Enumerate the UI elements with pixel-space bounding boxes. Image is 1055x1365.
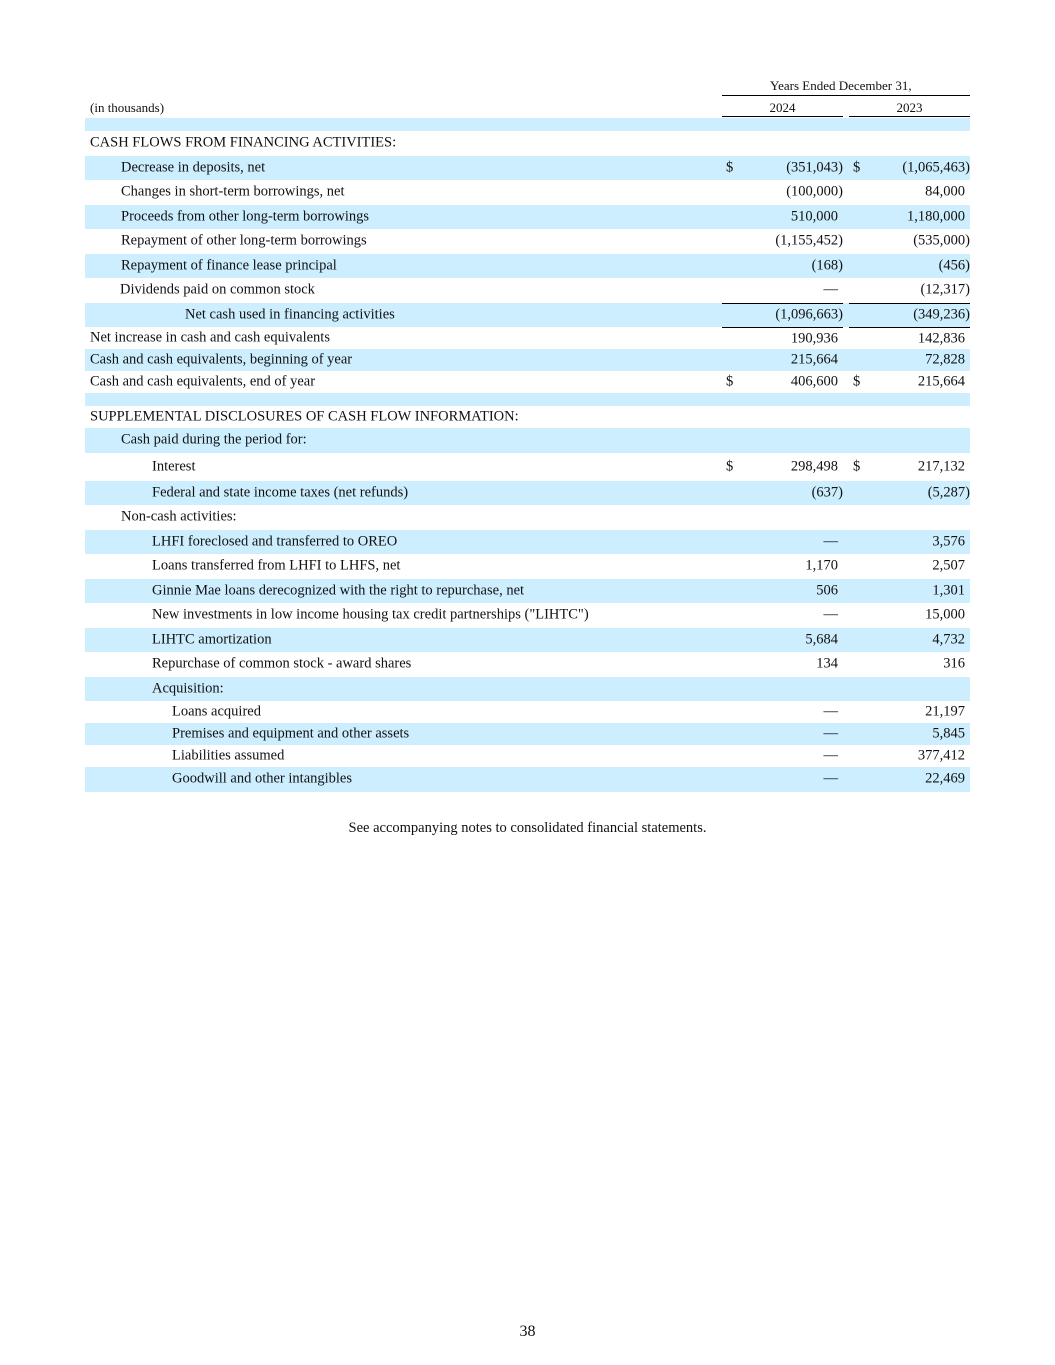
value-cell-2023 (849, 406, 970, 428)
table-row (85, 677, 970, 702)
amount: 1,170 (805, 557, 838, 574)
value-cell-2023 (849, 701, 970, 723)
row-label: Cash paid during the period for: (121, 431, 307, 448)
amount: 134 (816, 655, 838, 672)
value-cell-2023 (849, 156, 970, 181)
amount: 2,507 (932, 557, 965, 574)
amount: — (823, 725, 838, 742)
table-row (85, 603, 970, 628)
row-label: Interest (152, 458, 196, 474)
dollar-sign: $ (853, 373, 861, 390)
row-label: CASH FLOWS FROM FINANCING ACTIVITIES: (90, 134, 397, 151)
row-label: Cash and cash equivalents, beginning of year (90, 351, 353, 368)
amount: (12,317) (920, 281, 970, 298)
row-label: Loans transferred from LHFI to LHFS, net (152, 557, 401, 574)
value-cell-2023 (849, 229, 970, 254)
amount: 510,000 (790, 208, 838, 225)
row-label: Proceeds from other long-term borrowings (121, 208, 370, 225)
amount: 21,197 (925, 703, 965, 720)
row-label: Acquisition: (152, 680, 224, 697)
table-row (85, 349, 970, 371)
value-cell-2024 (722, 278, 843, 303)
value-cell-2024 (722, 579, 843, 604)
value-cell-2023 (849, 628, 970, 653)
amount: 217,132 (917, 458, 965, 474)
amount: (1,155,452) (775, 232, 843, 249)
year-2023-header: 2023 (896, 100, 923, 115)
amount: (1,065,463) (902, 159, 970, 176)
value-cell-2024 (722, 371, 843, 393)
table-row (85, 628, 970, 653)
row-label: Changes in short-term borrowings, net (121, 183, 345, 200)
amount: (349,236) (913, 306, 970, 323)
value-cell-2024 (722, 554, 843, 579)
row-label: Non-cash activities: (121, 508, 237, 525)
row-label: LIHTC amortization (152, 631, 272, 648)
header-rule-2024 (722, 116, 843, 117)
amount: 3,576 (932, 533, 965, 550)
row-label: Liabilities assumed (172, 747, 285, 764)
amount: 190,936 (790, 330, 838, 346)
amount: (100,000) (786, 183, 843, 200)
value-cell-2024 (722, 349, 843, 371)
table-row (85, 530, 970, 555)
amount: 72,828 (925, 351, 965, 368)
table-row (85, 229, 970, 254)
row-label: Ginnie Mae loans derecognized with the right to repurchase, net (152, 582, 525, 599)
table-row (85, 156, 970, 181)
amount: (5,287) (927, 484, 970, 501)
value-cell-2023 (849, 677, 970, 702)
amount: 506 (816, 582, 838, 599)
page-number: 38 (519, 1323, 536, 1340)
table-row (85, 554, 970, 579)
value-cell-2024 (722, 481, 843, 506)
value-cell-2024 (722, 131, 843, 156)
table-row (85, 745, 970, 767)
table-row (85, 767, 970, 792)
row-label: Dividends paid on common stock (120, 281, 315, 298)
amount: 142,836 (917, 330, 965, 346)
table-row (85, 453, 970, 481)
row-label: Net increase in cash and cash equivalents (90, 329, 330, 346)
amount: (637) (811, 484, 843, 501)
year-2024-header: 2024 (769, 100, 796, 115)
value-cell-2023 (849, 652, 970, 677)
dollar-sign: $ (853, 458, 861, 474)
value-cell-2023 (849, 180, 970, 205)
dollar-sign: $ (853, 159, 861, 176)
row-label: Premises and equipment and other assets (172, 725, 410, 742)
value-cell-2024 (722, 327, 843, 349)
amount: 1,180,000 (907, 208, 965, 225)
row-label: LHFI foreclosed and transferred to OREO (152, 533, 398, 550)
value-cell-2024 (722, 303, 843, 328)
amount: (168) (811, 257, 843, 274)
value-cell-2023 (849, 481, 970, 506)
table-row (85, 303, 970, 328)
value-cell-2024 (722, 180, 843, 205)
table-row (85, 254, 970, 279)
value-cell-2023 (849, 349, 970, 371)
value-cell-2024 (722, 156, 843, 181)
table-row (85, 701, 970, 723)
value-cell-2023 (849, 371, 970, 393)
row-label: New investments in low income housing tax credit partnerships ("LIHTC") (152, 606, 589, 623)
row-label: SUPPLEMENTAL DISCLOSURES OF CASH FLOW INFORMATION: (90, 408, 519, 425)
amount: 215,664 (917, 373, 965, 390)
table-row (85, 205, 970, 230)
value-cell-2024 (722, 701, 843, 723)
value-cell-2023 (849, 278, 970, 303)
value-cell-2024 (722, 745, 843, 767)
row-label: Federal and state income taxes (net refunds) (152, 484, 409, 501)
value-cell-2024 (722, 505, 843, 530)
value-cell-2024 (722, 406, 843, 428)
amount: (456) (938, 257, 970, 274)
table-row (85, 131, 970, 156)
value-cell-2024 (722, 453, 843, 481)
amount: (1,096,663) (775, 306, 843, 323)
value-cell-2024 (722, 205, 843, 230)
amount: 316 (943, 655, 965, 672)
amount: 15,000 (925, 606, 965, 623)
row-label: Net cash used in financing activities (185, 306, 395, 323)
value-cell-2023 (849, 303, 970, 328)
amount: — (823, 770, 838, 787)
value-cell-2024 (722, 723, 843, 745)
value-cell-2023 (849, 579, 970, 604)
dollar-sign: $ (726, 458, 734, 474)
value-cell-2024 (722, 254, 843, 279)
spacer-row (85, 118, 970, 131)
amount: — (823, 281, 838, 298)
table-row (85, 278, 970, 303)
amount: 406,600 (790, 373, 838, 390)
amount: — (823, 747, 838, 764)
table-row (85, 180, 970, 205)
table-row (85, 723, 970, 745)
value-cell-2023 (849, 530, 970, 555)
row-label: Decrease in deposits, net (121, 159, 266, 176)
value-cell-2023 (849, 254, 970, 279)
amount: 377,412 (917, 747, 965, 764)
amount: (351,043) (786, 159, 843, 176)
value-cell-2024 (722, 652, 843, 677)
amount: — (823, 606, 838, 623)
amount: — (823, 703, 838, 720)
dollar-sign: $ (726, 373, 734, 390)
table-row (85, 327, 970, 349)
amount: 215,664 (790, 351, 838, 368)
row-label: Repayment of finance lease principal (121, 257, 337, 274)
value-cell-2023 (849, 603, 970, 628)
amount: 298,498 (790, 458, 838, 474)
value-cell-2023 (849, 205, 970, 230)
cash-flow-table (85, 118, 970, 792)
table-row (85, 481, 970, 506)
value-cell-2023 (849, 554, 970, 579)
value-cell-2023 (849, 453, 970, 481)
footnote: See accompanying notes to consolidated financial statements. (348, 820, 707, 836)
value-cell-2024 (722, 530, 843, 555)
amount: 5,684 (805, 631, 838, 648)
header-rule-2023 (849, 116, 970, 117)
amount: 84,000 (925, 183, 965, 200)
value-cell-2023 (849, 131, 970, 156)
table-row (85, 371, 970, 393)
amount: (535,000) (913, 232, 970, 249)
value-cell-2023 (849, 428, 970, 453)
row-label: Goodwill and other intangibles (172, 770, 353, 787)
amount: 1,301 (932, 582, 965, 599)
value-cell-2024 (722, 428, 843, 453)
amount: 5,845 (932, 725, 965, 742)
header-rule (722, 95, 970, 96)
value-cell-2024 (722, 628, 843, 653)
value-cell-2024 (722, 229, 843, 254)
units-label: (in thousands) (90, 100, 165, 115)
row-label: Loans acquired (172, 703, 261, 720)
table-row (85, 579, 970, 604)
table-row (85, 406, 970, 428)
value-cell-2023 (849, 505, 970, 530)
period-header: Years Ended December 31, (770, 78, 912, 93)
dollar-sign: $ (726, 159, 734, 176)
table-row (85, 652, 970, 677)
amount: 4,732 (932, 631, 965, 648)
spacer-row (85, 393, 970, 406)
row-label: Repurchase of common stock - award shares (152, 655, 412, 672)
value-cell-2024 (722, 767, 843, 792)
amount: — (823, 533, 838, 550)
row-label: Cash and cash equivalents, end of year (90, 373, 316, 390)
value-cell-2023 (849, 723, 970, 745)
value-cell-2024 (722, 603, 843, 628)
table-row (85, 505, 970, 530)
value-cell-2024 (722, 677, 843, 702)
row-label: Repayment of other long-term borrowings (121, 232, 367, 249)
value-cell-2023 (849, 327, 970, 349)
value-cell-2023 (849, 745, 970, 767)
amount: 22,469 (925, 770, 965, 787)
table-row (85, 428, 970, 453)
value-cell-2023 (849, 767, 970, 792)
